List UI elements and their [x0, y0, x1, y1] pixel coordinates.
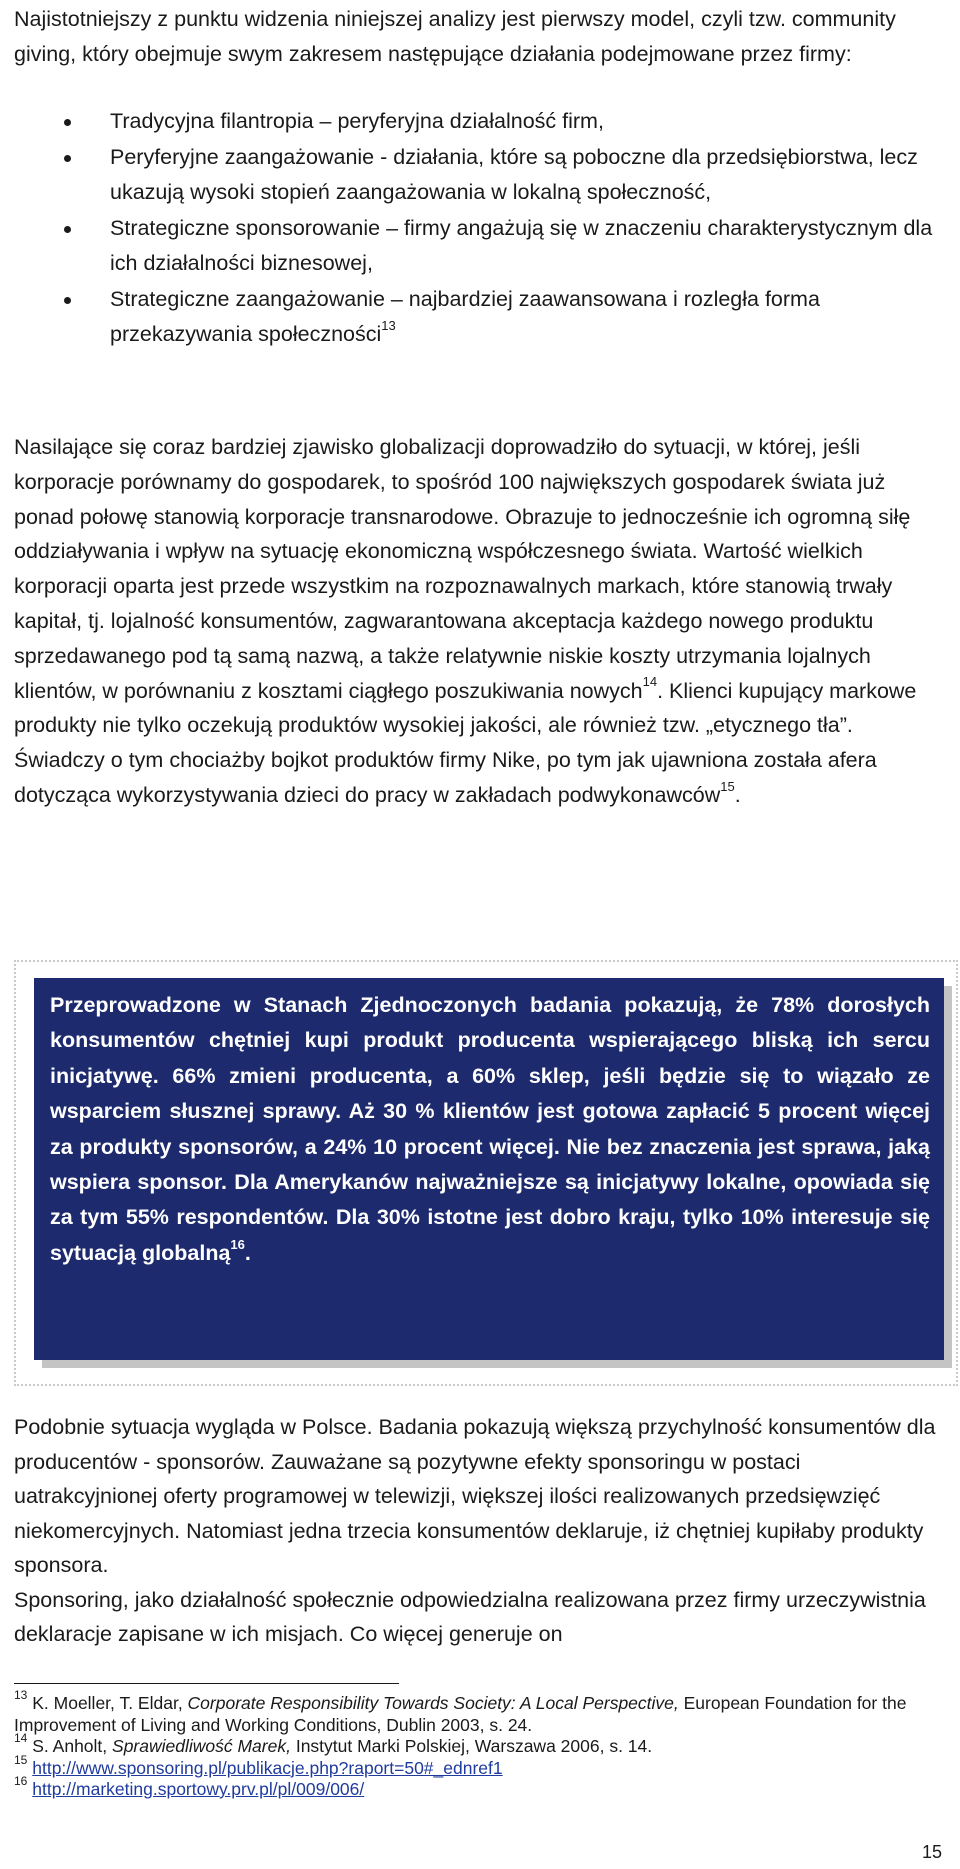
- footnote-title: Corporate Responsibility Towards Society: A Local Perspective,: [187, 1693, 679, 1713]
- highlight-frame: [14, 960, 958, 1386]
- paragraph-text: Podobnie sytuacja wygląda w Polsce. Badania pokazują większą przychylność konsumentów dla producentów - sponsorów. Zauważane są pozytywne efekty sponsoringu w postaci uatrakcyjnionej oferty programowej w telewizji, większej ilości realizowanych przedsięwzięć niekomercyjnych. Natomiast jedna trzecia konsumentów deklaruje, iż chętniej kupiłaby produkty sponsora.: [14, 1415, 936, 1577]
- bullet-item: [64, 104, 934, 140]
- intro-text: Najistotniejszy z punktu widzenia niniejszej analizy jest pierwszy model, czyli tzw. community giving, który obejmuje swym zakresem następujące działania podejmowane przez firmy:: [14, 7, 896, 66]
- footnote-text: K. Moeller, T. Eldar,: [32, 1693, 188, 1713]
- footnotes: [14, 1688, 934, 1801]
- footnote-separator: [14, 1683, 399, 1684]
- footnote: [14, 1752, 934, 1780]
- bullet-text: Strategiczne sponsorowanie – firmy angażują się w znaczeniu charakterystycznym dla ich działalności biznesowej,: [110, 215, 933, 275]
- footnote-title: Sprawiedliwość Marek,: [112, 1736, 291, 1756]
- highlight-text-block: [50, 988, 930, 1271]
- bullet-text: Peryferyjne zaangażowanie - działania, które są poboczne dla przedsiębiorstwa, lecz ukazują wysoki stopień zaangażowania w lokalną społeczność,: [110, 144, 918, 204]
- footnote-text: European Foundation for the Improvement of Living and Working Conditions, Dublin 2003, s. 24.: [14, 1693, 907, 1735]
- highlight-box: [34, 978, 944, 1360]
- footnote-link[interactable]: http://www.sponsoring.pl/publikacje.php?raport=50#_ednref1: [32, 1757, 503, 1778]
- footnote-ref[interactable]: 15: [720, 778, 735, 794]
- bullet-item: [64, 211, 934, 282]
- paragraph-text: . Klienci kupujący markowe produkty nie tylko oczekują produktów wysokiej jakości, ale również tzw. „etycznego tła”. Świadczy o tym chociażby bojkot produktów firmy Nike, po tym jak ujawniona została afera dotycząca wykorzystywania dzieci do pracy w zakładach podwykonawców: [14, 678, 917, 807]
- footnote: [14, 1688, 934, 1736]
- bullet-icon: [64, 297, 71, 304]
- footnote-number: 16: [14, 1774, 28, 1789]
- page-number: 15: [921, 1842, 942, 1862]
- globalization-paragraph: [14, 430, 944, 813]
- footnote-number: 13: [14, 1688, 28, 1703]
- bullet-item: [64, 282, 934, 353]
- footnote-link[interactable]: http://marketing.sportowy.prv.pl/pl/009/006/: [32, 1779, 365, 1799]
- bullet-list: [64, 104, 934, 353]
- poland-paragraph: [14, 1410, 944, 1652]
- intro-paragraph: [14, 2, 934, 71]
- bullet-text: Strategiczne zaangażowanie – najbardziej zaawansowana i rozległa forma przekazywania społeczności: [110, 286, 820, 346]
- highlight-text: Przeprowadzone w Stanach Zjednoczonych badania pokazują, że 78% dorosłych konsumentów chętniej kupi produkt producenta wspierającego bliską ich sercu inicjatywę. 66% zmieni producenta, a 60% sklep, jeśli będzie się to wiązało ze wsparciem słusznej sprawy. Aż 30 % klientów jest gotowa zapłacić 5 procent więcej za produkty sponsorów, a 24% 10 procent więcej. Nie bez znaczenia jest sprawa, jaką wspiera sponsor. Dla Amerykanów najważniejsze są inicjatywy lokalne, opowiada się za tym 55% respondentów. Dla 30% istotne jest dobro kraju, tylko 10% interesuje się sytuacją globalną: [50, 993, 930, 1265]
- footnote-text: S. Anholt,: [32, 1736, 113, 1756]
- footnote-text: Instytut Marki Polskiej, Warszawa 2006, s. 14.: [290, 1736, 653, 1756]
- footnote-ref[interactable]: 16: [230, 1236, 245, 1252]
- footnote-number: 14: [14, 1731, 28, 1746]
- footnote-ref[interactable]: 14: [642, 674, 658, 690]
- footnote-ref[interactable]: 13: [381, 317, 396, 333]
- bullet-icon: [64, 155, 71, 162]
- paragraph-text: Nasilające się coraz bardziej zjawisko globalizacji doprowadziło do sytuacji, w której, jeśli korporacje porównamy do gospodarek, to spośród 100 największych gospodarek świata już ponad połowę stanowią korporacje transnarodowe. Obrazuje to jednocześnie ich ogromną siłę oddziaływania i wpływ na sytuację ekonomiczną współczesnego świata. Wartość wielkich korporacji oparta jest przede wszystkim na rozpoznawalnych markach, które stanowią trwały kapitał, tj. lojalność konsumentów, zagwarantowana akceptacja każdego nowego produktu sprzedawanego pod tą samą nazwą, a także relatywnie niskie koszty utrzymania lojalnych klientów, w porównaniu z kosztami ciągłego poszukiwania nowych: [14, 435, 911, 703]
- bullet-icon: [64, 119, 71, 126]
- paragraph-text: .: [734, 782, 741, 807]
- highlight-text-end: .: [244, 1240, 251, 1265]
- footnote: [14, 1731, 934, 1758]
- footnote: [14, 1774, 934, 1801]
- paragraph-text: Sponsoring, jako działalność społecznie odpowiedzialna realizowana przez firmy urzeczywistnia deklaracje zapisane w ich misjach. Co więcej generuje on: [14, 1587, 926, 1646]
- bullet-text: Tradycyjna filantropia – peryferyjna działalność firm,: [110, 109, 604, 133]
- bullet-item: [64, 140, 934, 211]
- bullet-icon: [64, 226, 71, 233]
- footnote-number: 15: [14, 1752, 28, 1767]
